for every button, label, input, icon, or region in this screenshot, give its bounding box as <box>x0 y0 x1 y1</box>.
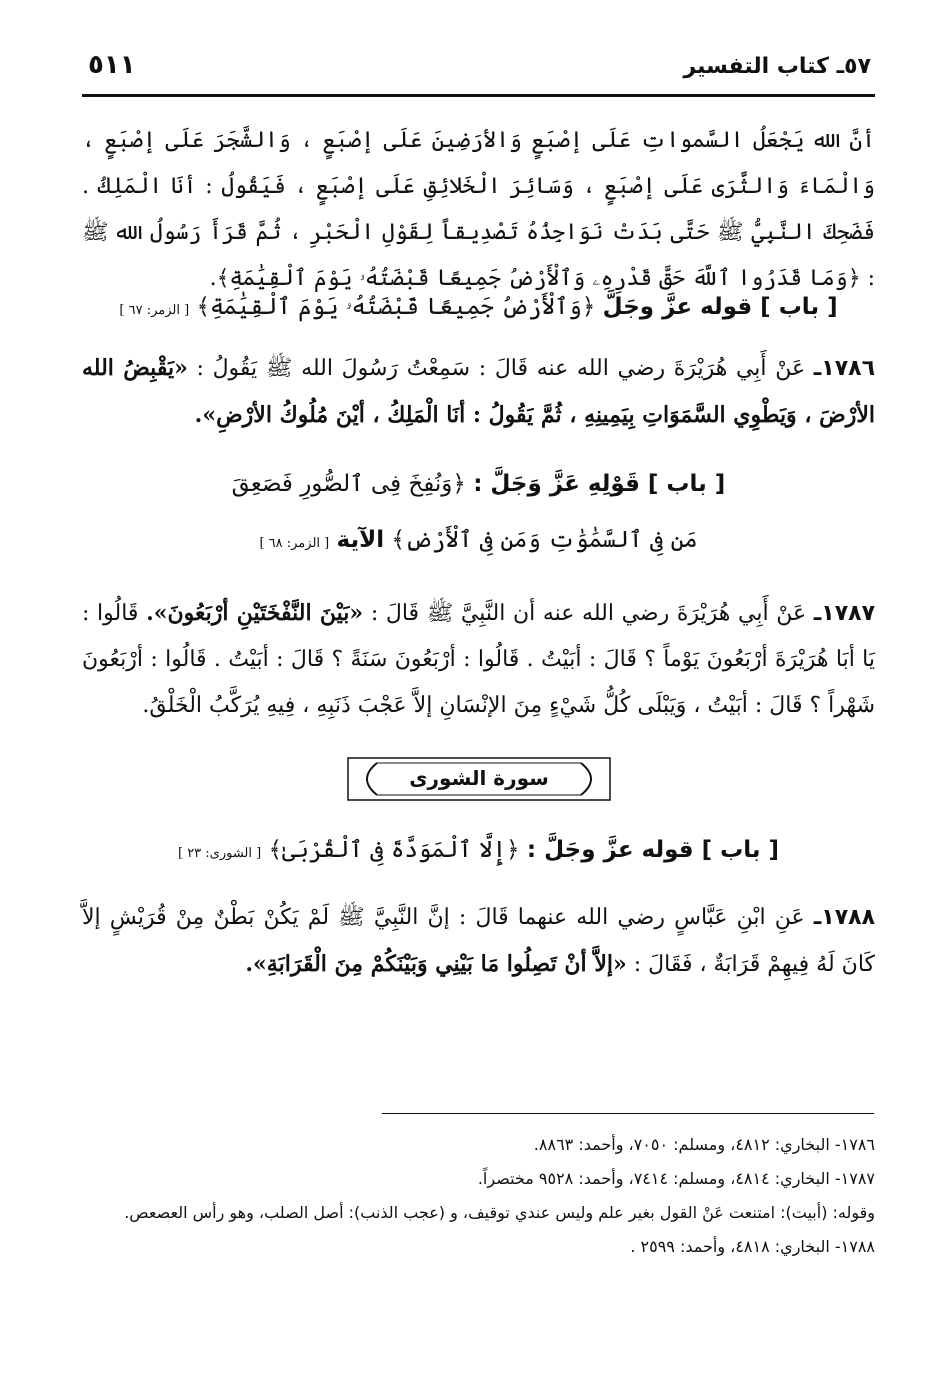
page-number: ٥١١ <box>88 50 136 80</box>
quran-verse: ﴿إِلَّا ٱلْمَوَدَّةَ فِى ٱلْقُرْبَىٰ﴾ <box>268 837 520 863</box>
footnote-divider <box>382 1113 874 1114</box>
page-header <box>82 44 875 97</box>
hadith-continuation <box>82 118 875 302</box>
chapter-heading-zumar-67 <box>82 285 875 333</box>
surah-title-frame <box>347 757 611 801</box>
footnote-1788: ١٧٨٨- البخاري: ٤٨١٨، وأحمد: ٢٥٩٩ . <box>630 1237 875 1256</box>
hadith-quote: «إلاَّ أنْ تَصِلُوا مَا بَيْنِي وَبَيْنَكُمْ مِنَ الْقَرَابَةِ». <box>245 951 627 977</box>
quran-verse-line1: ﴿وَنُفِخَ فِى ٱلصُّورِ فَصَعِقَ <box>231 471 466 497</box>
hadith-1786 <box>82 345 875 439</box>
verse-reference: [ الزمر: ٦٨ ] <box>259 536 330 551</box>
bab-label: [ باب ] قوله عزَّ وجَلَّ : <box>526 837 780 863</box>
footnote-note: وقوله: (أبيت): امتنعت عَنْ القول بغير علم وليس عندي توقيف، و (عجب الذنب): أصل الصلب، وهو رأس العصعص. <box>124 1203 875 1222</box>
continuation-text: أنَّ الله يَجْعَلُ السَّمواتِ عَلَى إصْبَعٍ وَالأرَضِينَ عَلَى إصْبَعٍ ، وَالشَّجَرَ عَلَى إصْبَعٍ ، وَالْمَاءَ وَالثَّرَى عَلَى إصْبَعٍ ، وَسَائِرَ الْخَلائِقِ عَلَى إصْبَعٍ ، فَيَقُولُ : أنَا الْمَلِكُ . فَضَحِكَ النَّبِيُّ ﷺ حَتَّى بَدَتْ نَوَاجِذُهُ تَصْدِيقاً لِقَوْلِ الْحَبْرِ ، ثُمَّ قَرَأَ رَسُولُ الله ﷺ : ﴿وَمَا قَدَرُوا ٱللَّهَ حَقَّ قَدْرِهِۦ وَٱلْأَرْضُ جَمِيعًا قَبْضَتُهُۥ يَوْمَ ٱلْقِيَٰمَةِ﴾. <box>82 128 875 291</box>
quran-verse: ﴿وَٱلْأَرْضُ جَمِيعًا قَبْضَتُهُۥ يَوْمَ ٱلْقِيَٰمَةِ﴾ <box>196 294 596 320</box>
hadith-number: ١٧٨٨ـ <box>813 905 875 930</box>
hadith-number: ١٧٨٦ـ <box>813 356 875 381</box>
bab-label: [ باب ] قوله عزَّ وجَلَّ <box>602 294 838 320</box>
hadith-quote: «يَقْبِضُ الله الأرْضَ ، وَيَطْوِي السَّمَوَاتِ بِيَمِينِهِ ، ثُمَّ يَقُولُ : أنَا الْمَلِكُ ، أيْنَ مُلُوكُ الأرْضِ». <box>82 355 875 428</box>
hadith-1787 <box>82 590 875 729</box>
quran-verse-line2: مَن فِى ٱلسَّمَٰوَٰتِ وَمَن فِى ٱلْأَرْضِ﴾ <box>391 527 698 553</box>
hadith-1788 <box>82 895 875 988</box>
hadith-number: ١٧٨٧ـ <box>813 601 875 626</box>
footnotes <box>82 1128 875 1264</box>
chapter-heading-zumar-68 <box>82 462 875 566</box>
hadith-intro: عَنْ أَبِي هُرَيْرَةَ رضي الله عنه أن النَّبِيَّ ﷺ قَالَ : <box>370 601 807 626</box>
chapter-title: ٥٧ـ كتاب التفسير <box>683 54 871 79</box>
footnote-1786: ١٧٨٦- البخاري: ٤٨١٢، ومسلم: ٧٠٥٠، وأحمد: ٨٨٦٣. <box>533 1135 875 1154</box>
hadith-intro: عَنْ أَبِي هُرَيْرَةَ رضي الله عنه قَالَ : سَمِعْتُ رَسُولَ الله ﷺ يَقُولُ : <box>196 356 806 381</box>
hadith-quote: «بَيْنَ النَّفْخَتَيْنِ أرْبَعُونَ». <box>146 600 364 626</box>
verse-reference: [ الزمر: ٦٧ ] <box>119 303 190 318</box>
chapter-heading-shura-23 <box>82 828 875 876</box>
bab-label: [ باب ] قَوْلِهِ عَزَّ وَجَلَّ : <box>473 471 726 497</box>
hadith-rest: قَالُوا : يَا أبَا هُرَيْرَةَ أرْبَعُونَ يَوْماً ؟ قَالَ : أبَيْتُ . قَالُوا : أرْبَعُونَ سَنَةً ؟ قَالَ : أبَيْتُ . قَالُوا : أرْبَعُونَ شَهْراً ؟ قَالَ : أبَيْتُ ، وَيَبْلَى كُلُّ شَيْءٍ مِنَ الإنْسَانِ إلاَّ عَجْبَ ذَنَبِهِ ، فِيهِ يُرَكَّبُ الْخَلْقُ. <box>82 601 875 718</box>
verse-reference: [ الشورى: ٢٣ ] <box>177 846 262 861</box>
surah-title: سورة الشورى <box>409 766 549 790</box>
footnote-1787: ١٧٨٧- البخاري: ٤٨١٤، ومسلم: ٧٤١٤، وأحمد: ٩٥٢٨ مختصراً. <box>477 1169 875 1188</box>
aya-label: الآية <box>336 527 385 553</box>
hadith-intro: عَنِ ابْنِ عَبَّاسٍ رضي الله عنهما قَالَ : إنَّ النَّبِيَّ ﷺ لَمْ يَكُنْ بَطْنٌ مِنْ قُرَيْشٍ إلاَّ كَانَ لَهُ فِيهِمْ قَرَابَةٌ ، فَقَالَ : <box>82 905 875 977</box>
